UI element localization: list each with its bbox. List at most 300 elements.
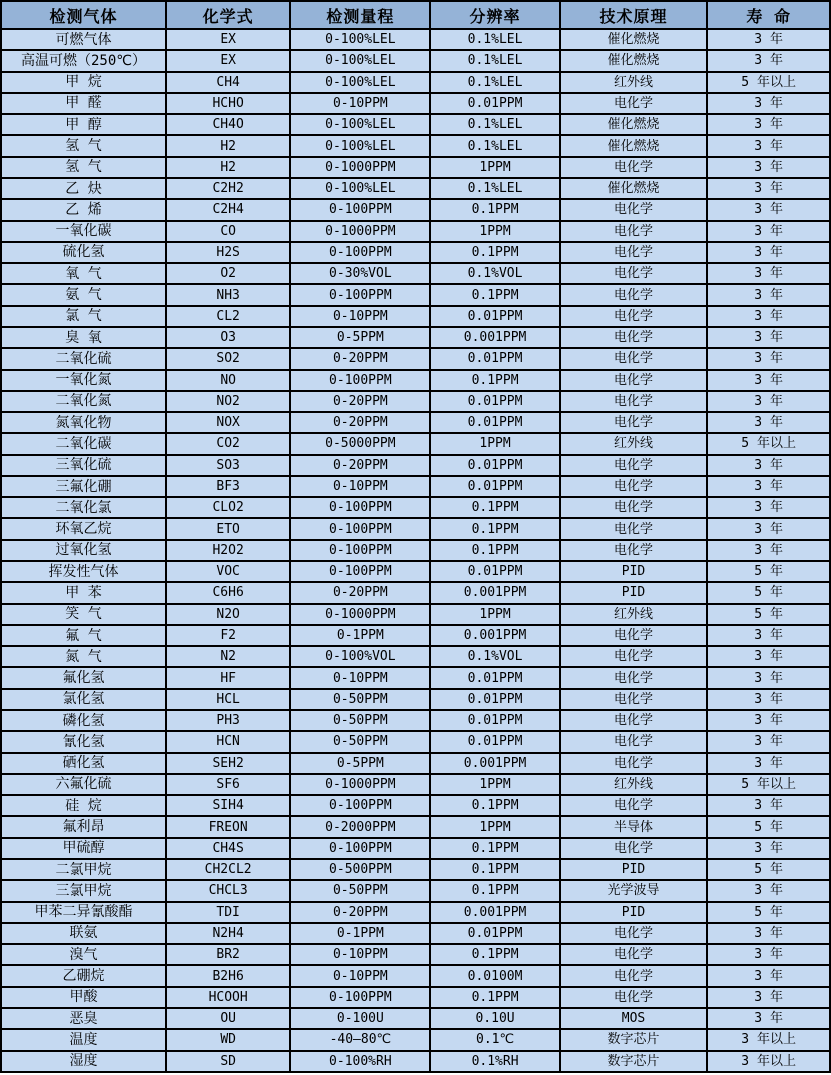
table-row: [1, 944, 830, 965]
cell-formula: C2H2: [166, 178, 290, 199]
cell-gas: 环氧乙烷: [1, 518, 166, 539]
cell-lifespan: 3 年: [707, 284, 830, 305]
cell-resolution: 0.001PPM: [430, 582, 559, 603]
cell-formula: H2O2: [166, 540, 290, 561]
cell-principle: 电化学: [560, 412, 708, 433]
cell-range: 0-20PPM: [290, 582, 430, 603]
cell-formula: CLO2: [166, 497, 290, 518]
cell-lifespan: 3 年: [707, 50, 830, 71]
cell-resolution: 0.1PPM: [430, 795, 559, 816]
cell-gas: 笑 气: [1, 604, 166, 625]
table-row: [1, 455, 830, 476]
cell-formula: PH3: [166, 710, 290, 731]
cell-lifespan: 3 年: [707, 646, 830, 667]
table-row: [1, 540, 830, 561]
cell-range: 0-100PPM: [290, 199, 430, 220]
cell-resolution: 0.1PPM: [430, 859, 559, 880]
cell-principle: 电化学: [560, 838, 708, 859]
cell-principle: PID: [560, 561, 708, 582]
cell-formula: CH4: [166, 72, 290, 93]
cell-lifespan: 3 年: [707, 731, 830, 752]
table-row: [1, 433, 830, 454]
cell-range: 0-10PPM: [290, 965, 430, 986]
table-row: [1, 1029, 830, 1050]
table-row: [1, 114, 830, 135]
cell-formula: N2: [166, 646, 290, 667]
cell-range: 0-100PPM: [290, 838, 430, 859]
cell-formula: N2H4: [166, 923, 290, 944]
cell-lifespan: 3 年: [707, 412, 830, 433]
cell-formula: SD: [166, 1051, 290, 1073]
cell-principle: 电化学: [560, 667, 708, 688]
cell-resolution: 0.1PPM: [430, 880, 559, 901]
cell-principle: 电化学: [560, 476, 708, 497]
cell-principle: 电化学: [560, 689, 708, 710]
cell-principle: PID: [560, 902, 708, 923]
cell-lifespan: 5 年以上: [707, 433, 830, 454]
cell-gas: 过氧化氢: [1, 540, 166, 561]
cell-resolution: 1PPM: [430, 604, 559, 625]
table-row: [1, 348, 830, 369]
cell-principle: 电化学: [560, 753, 708, 774]
cell-principle: 数字芯片: [560, 1029, 708, 1050]
cell-principle: 半导体: [560, 816, 708, 837]
cell-range: 0-100%LEL: [290, 29, 430, 50]
cell-formula: SO2: [166, 348, 290, 369]
cell-formula: CH2CL2: [166, 859, 290, 880]
cell-gas: 溴气: [1, 944, 166, 965]
cell-resolution: 1PPM: [430, 433, 559, 454]
table-row: [1, 221, 830, 242]
cell-resolution: 0.01PPM: [430, 710, 559, 731]
cell-principle: 电化学: [560, 306, 708, 327]
cell-range: -40—80℃: [290, 1029, 430, 1050]
cell-principle: 电化学: [560, 497, 708, 518]
cell-resolution: 1PPM: [430, 221, 559, 242]
cell-range: 0-5PPM: [290, 327, 430, 348]
cell-gas: 氯 气: [1, 306, 166, 327]
cell-formula: TDI: [166, 902, 290, 923]
cell-resolution: 0.1%VOL: [430, 263, 559, 284]
cell-formula: CL2: [166, 306, 290, 327]
cell-principle: 红外线: [560, 433, 708, 454]
cell-resolution: 0.1PPM: [430, 518, 559, 539]
cell-resolution: 0.1℃: [430, 1029, 559, 1050]
cell-principle: 电化学: [560, 795, 708, 816]
cell-gas: 二氧化硫: [1, 348, 166, 369]
cell-principle: 电化学: [560, 93, 708, 114]
cell-resolution: 0.1PPM: [430, 199, 559, 220]
cell-range: 0-100%VOL: [290, 646, 430, 667]
cell-lifespan: 5 年: [707, 816, 830, 837]
cell-gas: 氨 气: [1, 284, 166, 305]
cell-resolution: 0.01PPM: [430, 306, 559, 327]
cell-gas: 硫化氢: [1, 242, 166, 263]
cell-gas: 甲硫醇: [1, 838, 166, 859]
cell-range: 0-100%LEL: [290, 72, 430, 93]
cell-range: 0-100%LEL: [290, 114, 430, 135]
cell-range: 0-2000PPM: [290, 816, 430, 837]
cell-formula: OU: [166, 1008, 290, 1029]
cell-range: 0-1000PPM: [290, 774, 430, 795]
cell-lifespan: 3 年: [707, 178, 830, 199]
cell-formula: NOX: [166, 412, 290, 433]
cell-lifespan: 3 年: [707, 625, 830, 646]
cell-lifespan: 3 年: [707, 667, 830, 688]
cell-principle: PID: [560, 582, 708, 603]
cell-gas: 温度: [1, 1029, 166, 1050]
cell-gas: 甲酸: [1, 987, 166, 1008]
cell-principle: 电化学: [560, 221, 708, 242]
cell-principle: 电化学: [560, 625, 708, 646]
table-row: [1, 497, 830, 518]
cell-lifespan: 3 年以上: [707, 1029, 830, 1050]
cell-range: 0-10PPM: [290, 944, 430, 965]
table-row: [1, 50, 830, 71]
cell-principle: 数字芯片: [560, 1051, 708, 1073]
cell-formula: H2: [166, 157, 290, 178]
cell-principle: 电化学: [560, 370, 708, 391]
cell-resolution: 1PPM: [430, 157, 559, 178]
table-row: [1, 795, 830, 816]
cell-resolution: 0.1PPM: [430, 284, 559, 305]
cell-principle: 电化学: [560, 199, 708, 220]
cell-principle: 催化燃烧: [560, 135, 708, 156]
cell-gas: 二氯甲烷: [1, 859, 166, 880]
table-row: [1, 178, 830, 199]
cell-lifespan: 5 年: [707, 604, 830, 625]
cell-range: 0-20PPM: [290, 391, 430, 412]
cell-formula: ETO: [166, 518, 290, 539]
cell-resolution: 0.0100M: [430, 965, 559, 986]
cell-range: 0-5000PPM: [290, 433, 430, 454]
cell-lifespan: 3 年: [707, 944, 830, 965]
table-row: [1, 72, 830, 93]
cell-lifespan: 3 年: [707, 391, 830, 412]
cell-formula: H2: [166, 135, 290, 156]
cell-lifespan: 3 年以上: [707, 1051, 830, 1073]
cell-lifespan: 3 年: [707, 29, 830, 50]
cell-principle: 电化学: [560, 944, 708, 965]
cell-gas: 乙 烯: [1, 199, 166, 220]
cell-gas: 二氧化碳: [1, 433, 166, 454]
cell-resolution: 0.001PPM: [430, 327, 559, 348]
cell-range: 0-100PPM: [290, 497, 430, 518]
table-row: [1, 93, 830, 114]
cell-gas: 氟化氢: [1, 667, 166, 688]
cell-range: 0-1PPM: [290, 625, 430, 646]
cell-principle: 电化学: [560, 263, 708, 284]
cell-lifespan: 3 年: [707, 370, 830, 391]
table-row: [1, 816, 830, 837]
cell-range: 0-30%VOL: [290, 263, 430, 284]
table-row: [1, 157, 830, 178]
cell-formula: HCOOH: [166, 987, 290, 1008]
cell-gas: 甲苯二异氰酸酯: [1, 902, 166, 923]
table-row: [1, 370, 830, 391]
table-row: [1, 667, 830, 688]
cell-range: 0-100%LEL: [290, 50, 430, 71]
cell-formula: SF6: [166, 774, 290, 795]
cell-resolution: 0.01PPM: [430, 561, 559, 582]
cell-lifespan: 3 年: [707, 518, 830, 539]
cell-formula: BR2: [166, 944, 290, 965]
cell-range: 0-1000PPM: [290, 221, 430, 242]
cell-formula: O2: [166, 263, 290, 284]
cell-range: 0-20PPM: [290, 348, 430, 369]
table-row: [1, 604, 830, 625]
cell-formula: SEH2: [166, 753, 290, 774]
cell-principle: 电化学: [560, 455, 708, 476]
table-row: [1, 476, 830, 497]
cell-lifespan: 3 年: [707, 689, 830, 710]
table-row: [1, 902, 830, 923]
cell-range: 0-100%RH: [290, 1051, 430, 1073]
cell-formula: HCHO: [166, 93, 290, 114]
cell-range: 0-50PPM: [290, 710, 430, 731]
cell-gas: 氯化氢: [1, 689, 166, 710]
cell-gas: 高温可燃（250℃）: [1, 50, 166, 71]
cell-gas: 氢 气: [1, 157, 166, 178]
cell-resolution: 0.01PPM: [430, 348, 559, 369]
cell-range: 0-100PPM: [290, 987, 430, 1008]
cell-principle: 电化学: [560, 923, 708, 944]
cell-gas: 甲 醛: [1, 93, 166, 114]
cell-formula: O3: [166, 327, 290, 348]
table-row: [1, 987, 830, 1008]
column-header-formula: 化学式: [166, 1, 290, 29]
cell-lifespan: 3 年: [707, 327, 830, 348]
table-row: [1, 774, 830, 795]
table-row: [1, 859, 830, 880]
table-row: [1, 689, 830, 710]
cell-resolution: 0.1PPM: [430, 944, 559, 965]
cell-resolution: 0.1PPM: [430, 987, 559, 1008]
cell-formula: CH4S: [166, 838, 290, 859]
cell-resolution: 0.01PPM: [430, 412, 559, 433]
cell-lifespan: 3 年: [707, 242, 830, 263]
cell-principle: 电化学: [560, 731, 708, 752]
cell-range: 0-100%LEL: [290, 135, 430, 156]
cell-formula: CO2: [166, 433, 290, 454]
cell-resolution: 0.01PPM: [430, 689, 559, 710]
table-row: [1, 965, 830, 986]
cell-resolution: 0.1PPM: [430, 370, 559, 391]
cell-range: 0-10PPM: [290, 476, 430, 497]
cell-principle: 光学波导: [560, 880, 708, 901]
cell-resolution: 0.01PPM: [430, 93, 559, 114]
cell-range: 0-20PPM: [290, 455, 430, 476]
cell-formula: FREON: [166, 816, 290, 837]
cell-lifespan: 3 年: [707, 795, 830, 816]
cell-lifespan: 5 年: [707, 561, 830, 582]
cell-principle: 催化燃烧: [560, 114, 708, 135]
cell-range: 0-1000PPM: [290, 604, 430, 625]
column-header-resolution: 分辨率: [430, 1, 559, 29]
cell-range: 0-100U: [290, 1008, 430, 1029]
cell-gas: 挥发性气体: [1, 561, 166, 582]
cell-principle: 电化学: [560, 157, 708, 178]
table-row: [1, 625, 830, 646]
cell-resolution: 0.01PPM: [430, 923, 559, 944]
cell-lifespan: 3 年: [707, 838, 830, 859]
cell-lifespan: 3 年: [707, 753, 830, 774]
cell-formula: NO2: [166, 391, 290, 412]
table-row: [1, 838, 830, 859]
cell-resolution: 0.1%LEL: [430, 178, 559, 199]
cell-range: 0-50PPM: [290, 731, 430, 752]
cell-range: 0-100%LEL: [290, 178, 430, 199]
cell-gas: 乙硼烷: [1, 965, 166, 986]
table-row: [1, 710, 830, 731]
cell-gas: 甲 醇: [1, 114, 166, 135]
cell-resolution: 0.1PPM: [430, 497, 559, 518]
cell-range: 0-100PPM: [290, 540, 430, 561]
table-row: [1, 753, 830, 774]
cell-resolution: 0.1PPM: [430, 838, 559, 859]
cell-principle: 电化学: [560, 348, 708, 369]
cell-principle: 电化学: [560, 710, 708, 731]
cell-formula: N2O: [166, 604, 290, 625]
cell-lifespan: 3 年: [707, 965, 830, 986]
cell-range: 0-10PPM: [290, 667, 430, 688]
cell-principle: 红外线: [560, 604, 708, 625]
cell-gas: 一氧化碳: [1, 221, 166, 242]
cell-gas: 氟 气: [1, 625, 166, 646]
cell-principle: 电化学: [560, 284, 708, 305]
cell-principle: 催化燃烧: [560, 178, 708, 199]
cell-lifespan: 3 年: [707, 157, 830, 178]
cell-resolution: 0.1%RH: [430, 1051, 559, 1073]
cell-range: 0-100PPM: [290, 518, 430, 539]
cell-range: 0-5PPM: [290, 753, 430, 774]
cell-gas: 甲 烷: [1, 72, 166, 93]
cell-gas: 一氧化氮: [1, 370, 166, 391]
cell-formula: NH3: [166, 284, 290, 305]
cell-formula: EX: [166, 29, 290, 50]
cell-range: 0-500PPM: [290, 859, 430, 880]
cell-resolution: 0.001PPM: [430, 625, 559, 646]
cell-resolution: 0.01PPM: [430, 667, 559, 688]
cell-gas: 三氟化硼: [1, 476, 166, 497]
table-row: [1, 646, 830, 667]
cell-formula: CHCL3: [166, 880, 290, 901]
cell-principle: MOS: [560, 1008, 708, 1029]
cell-lifespan: 5 年: [707, 859, 830, 880]
cell-range: 0-100PPM: [290, 561, 430, 582]
cell-lifespan: 3 年: [707, 348, 830, 369]
table-row: [1, 284, 830, 305]
cell-lifespan: 3 年: [707, 135, 830, 156]
table-row: [1, 1051, 830, 1073]
cell-resolution: 0.1PPM: [430, 540, 559, 561]
cell-lifespan: 3 年: [707, 221, 830, 242]
table-row: [1, 561, 830, 582]
column-header-principle: 技术原理: [560, 1, 708, 29]
table-row: [1, 391, 830, 412]
cell-gas: 湿度: [1, 1051, 166, 1073]
cell-lifespan: 3 年: [707, 710, 830, 731]
cell-lifespan: 5 年: [707, 902, 830, 923]
cell-formula: HCN: [166, 731, 290, 752]
cell-lifespan: 3 年: [707, 987, 830, 1008]
cell-gas: 可燃气体: [1, 29, 166, 50]
cell-gas: 联氨: [1, 923, 166, 944]
cell-formula: HF: [166, 667, 290, 688]
cell-lifespan: 3 年: [707, 880, 830, 901]
cell-lifespan: 3 年: [707, 306, 830, 327]
cell-range: 0-100PPM: [290, 284, 430, 305]
cell-principle: 电化学: [560, 646, 708, 667]
table-row: [1, 199, 830, 220]
cell-principle: 电化学: [560, 327, 708, 348]
cell-resolution: 0.01PPM: [430, 731, 559, 752]
cell-gas: 三氧化硫: [1, 455, 166, 476]
table-row: [1, 242, 830, 263]
header-row: [1, 1, 830, 29]
cell-lifespan: 3 年: [707, 1008, 830, 1029]
table-row: [1, 1008, 830, 1029]
cell-principle: PID: [560, 859, 708, 880]
cell-resolution: 0.1%LEL: [430, 50, 559, 71]
cell-gas: 磷化氢: [1, 710, 166, 731]
cell-gas: 氧 气: [1, 263, 166, 284]
cell-resolution: 0.1%LEL: [430, 72, 559, 93]
cell-principle: 红外线: [560, 774, 708, 795]
cell-formula: VOC: [166, 561, 290, 582]
cell-lifespan: 3 年: [707, 923, 830, 944]
table-row: [1, 327, 830, 348]
cell-range: 0-50PPM: [290, 689, 430, 710]
cell-formula: C6H6: [166, 582, 290, 603]
cell-formula: CO: [166, 221, 290, 242]
cell-gas: 硅 烷: [1, 795, 166, 816]
cell-lifespan: 5 年: [707, 582, 830, 603]
cell-resolution: 0.1%LEL: [430, 135, 559, 156]
cell-range: 0-1000PPM: [290, 157, 430, 178]
cell-gas: 甲 苯: [1, 582, 166, 603]
cell-lifespan: 3 年: [707, 93, 830, 114]
cell-resolution: 0.1PPM: [430, 242, 559, 263]
cell-formula: C2H4: [166, 199, 290, 220]
table-row: [1, 135, 830, 156]
cell-formula: SIH4: [166, 795, 290, 816]
cell-range: 0-20PPM: [290, 412, 430, 433]
cell-range: 0-100PPM: [290, 242, 430, 263]
cell-resolution: 0.001PPM: [430, 902, 559, 923]
cell-formula: WD: [166, 1029, 290, 1050]
cell-range: 0-10PPM: [290, 93, 430, 114]
cell-resolution: 0.1%LEL: [430, 29, 559, 50]
cell-gas: 氰化氢: [1, 731, 166, 752]
cell-principle: 催化燃烧: [560, 50, 708, 71]
cell-resolution: 0.1%LEL: [430, 114, 559, 135]
cell-principle: 电化学: [560, 987, 708, 1008]
cell-resolution: 0.10U: [430, 1008, 559, 1029]
cell-lifespan: 3 年: [707, 263, 830, 284]
cell-gas: 二氧化氮: [1, 391, 166, 412]
cell-resolution: 1PPM: [430, 774, 559, 795]
cell-lifespan: 5 年以上: [707, 72, 830, 93]
cell-resolution: 0.01PPM: [430, 391, 559, 412]
cell-lifespan: 3 年: [707, 540, 830, 561]
cell-range: 0-20PPM: [290, 902, 430, 923]
cell-gas: 六氟化硫: [1, 774, 166, 795]
table-row: [1, 880, 830, 901]
cell-resolution: 1PPM: [430, 816, 559, 837]
cell-formula: EX: [166, 50, 290, 71]
cell-principle: 电化学: [560, 965, 708, 986]
